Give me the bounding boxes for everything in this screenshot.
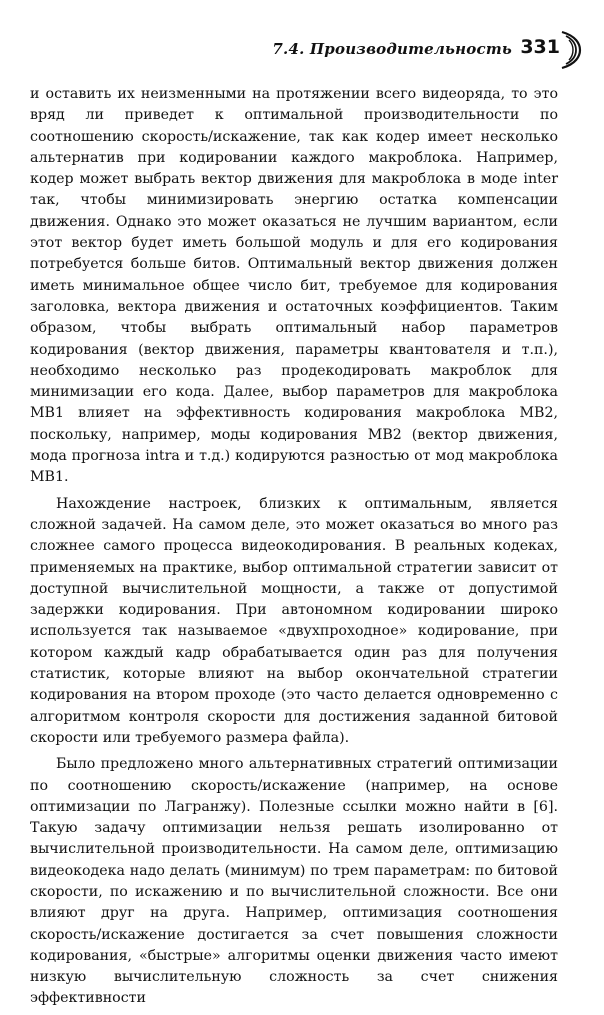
running-title: 7.4. Производительность xyxy=(272,40,512,58)
paragraph-2: Нахождение настроек, близких к оптимальным, является сложной задачей. На самом деле, это может оказаться во много раз сложнее самого процесса видеокодирования. В реальных кодеках, применяемых на практике, выбор оптимальной стратегии зависит от доступной вычислительной мощности, а также от допустимой задержки кодирования. При автономном кодировании широко используется так называемое «двухпроходное» кодирование, при котором каждый кадр обрабатывается один раз для получения статистик, которые влияют на выбор окончательной стратегии кодирования на втором проходе (это часто делается одновременно с алгоритмом контроля скорости для достижения заданной битовой скорости или требуемого размера файла). xyxy=(30,495,558,746)
page-header xyxy=(0,30,604,70)
page-number: 331 xyxy=(520,36,560,58)
paragraph-1: и оставить их неизменными на протяжении всего видеоряда, то это вряд ли приведет к оптимальной производительности по соотношению скорость/искажение, так как кодер имеет несколько альтернатив при кодировании каждого макроблока. Например, кодер может выбрать вектор движения для макроблока в моде inter так, чтобы минимизировать энергию остатка компенсации движения. Однако это может оказаться не лучшим вариантом, если этот вектор будет иметь большой модуль и для его кодирования потребуется больше битов. Оптимальный вектор движения должен иметь минимальное общее число бит, требуемое для кодирования заголовка, вектора движения и остаточных коэффициентов. Таким образом, чтобы выбрать оптимальный набор параметров кодирования (вектор движения, параметры квантователя и т.п.), необходимо несколько раз продекодировать макроблок для минимизации его кода. Далее, выбор параметров для макроблока MB1 влияет на эффективность кодирования макроблока MB2, поскольку, например, моды кодирования MB2 (вектор движения, мода прогноза intra и т.д.) кодируются разностью от мод макроблока MB1. xyxy=(30,86,558,486)
paragraph-3: Было предложено много альтернативных стратегий оптимизации по соотношению скорость/искажение (например, на основе оптимизации по Лагранжу). Полезные ссылки можно найти в [6]. Такую задачу оптимизации нельзя решать изолированно от вычислительной производительности. На самом деле, оптимизацию видеокодека надо делать (минимум) по трем параметрам: по битовой скорости, по искажению и по вычислительной сложности. Все они влияют друг на друга. Например, оптимизация соотношения скорость/искажение достигается за счет повышения сложности кодирования, «быстрые» алгоритмы оценки движения часто имеют низкую вычислительную сложность за счет снижения эффективности xyxy=(30,756,558,1007)
page-corner-mark-icon xyxy=(560,30,582,70)
body-text xyxy=(30,84,558,1015)
